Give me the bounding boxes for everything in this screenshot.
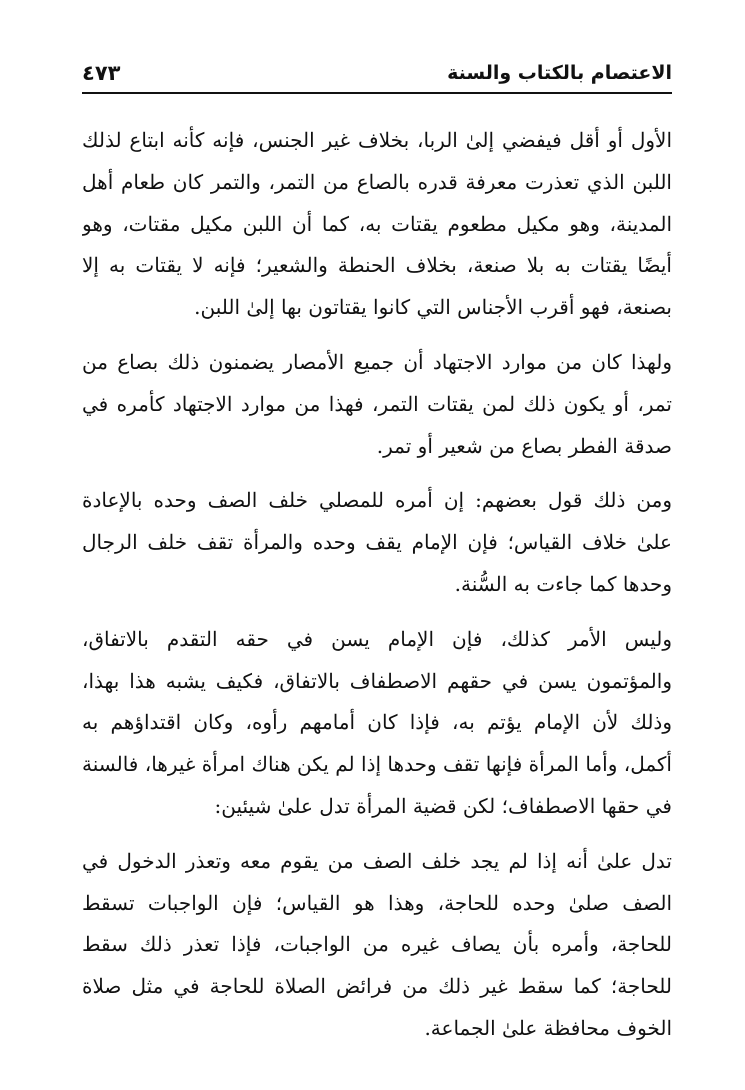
text-line: وحدها كما جاءت به السُّنة. <box>454 571 672 596</box>
text-line: أيضًا يقتات به بلا صنعة، بخلاف الحنطة والشعير؛ فإنه لا يقتات به إلا <box>82 253 672 278</box>
text-line: وليس الأمر كذلك، فإن الإمام يسن في حقه التقدم بالاتفاق، <box>82 626 672 651</box>
paragraph-5 <box>82 841 672 1050</box>
paragraph-1 <box>82 120 672 329</box>
text-line: تدل علىٰ أنه إذا لم يجد خلف الصف من يقوم معه وتعذر الدخول في <box>82 848 672 873</box>
text-line: في حقها الاصطفاف؛ لكن قضية المرأة تدل علىٰ شيئين: <box>214 793 672 818</box>
page-number: ٤٧٣ <box>82 61 121 85</box>
text-line: ومن ذلك قول بعضهم: إن أمره للمصلي خلف الصف وحده بالإعادة <box>82 488 672 513</box>
body-text <box>82 120 672 1050</box>
header-divider <box>82 92 672 94</box>
text-line: الأول أو أقل فيفضي إلىٰ الربا، بخلاف غير الجنس، فإنه كأنه ابتاع لذلك <box>82 128 672 152</box>
text-line: والمؤتمون يسن في حقهم الاصطفاف بالاتفاق، فكيف يشبه هذا بهذا، <box>82 668 672 693</box>
text-line: بصنعة، فهو أقرب الأجناس التي كانوا يقتاتون بها إلىٰ اللبن. <box>194 295 672 320</box>
running-title: الاعتصام بالكتاب والسنة <box>447 62 672 84</box>
paragraph-2 <box>82 342 672 467</box>
text-line: الصف صلىٰ وحده للحاجة، وهذا هو القياس؛ فإن الواجبات تسقط <box>82 890 672 915</box>
text-line: الخوف محافظة علىٰ الجماعة. <box>424 1015 672 1040</box>
text-line: للحاجة، وأمره بأن يصاف غيره من الواجبات، فإذا تعذر ذلك سقط <box>82 932 672 957</box>
text-line: وذلك لأن الإمام يؤتم به، فإذا كان أمامهم رأوه، وكان اقتداؤهم به <box>82 710 672 735</box>
text-line: اللبن الذي تعذرت معرفة قدره بالصاع من التمر، والتمر كان طعام أهل <box>82 169 672 194</box>
page-header <box>82 52 672 86</box>
text-line: أكمل، وأما المرأة فإنها تقف وحدها إذا لم يكن هناك امرأة غيرها، فالسنة <box>82 752 672 777</box>
text-line: تمر، أو يكون ذلك لمن يقتات التمر، فهذا من موارد الاجتهاد كأمره في <box>82 391 672 416</box>
text-line: المدينة، وهو مكيل مطعوم يقتات به، كما أن اللبن مكيل مقتات، وهو <box>82 211 672 236</box>
text-line: علىٰ خلاف القياس؛ فإن الإمام يقف وحده والمرأة تقف خلف الرجال <box>82 530 672 555</box>
text-line: للحاجة؛ كما سقط غير ذلك من فرائض الصلاة للحاجة في مثل صلاة <box>82 974 672 999</box>
paragraph-3 <box>82 480 672 605</box>
paragraph-4 <box>82 619 672 828</box>
text-line: صدقة الفطر بصاع من شعير أو تمر. <box>376 433 672 458</box>
text-line: ولهذا كان من موارد الاجتهاد أن جميع الأمصار يضمنون ذلك بصاع من <box>82 349 672 374</box>
